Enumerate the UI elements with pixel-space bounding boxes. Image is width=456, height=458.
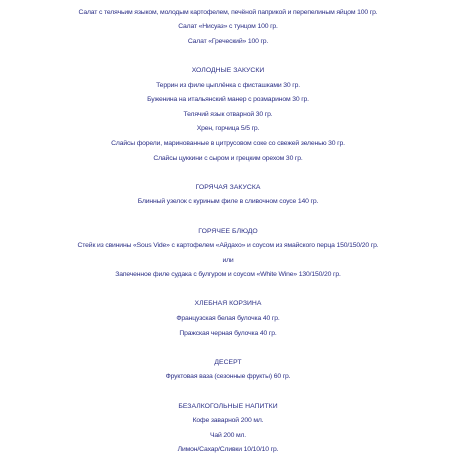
menu-item: Фруктовая ваза (сезонные фрукты) 60 гр. <box>165 373 291 381</box>
menu-item: Слайсы цуккини с сыром и грецким орехом 30 гр. <box>153 154 303 162</box>
menu-item: Салат «Греческий» 100 гр. <box>187 37 269 45</box>
section-heading-soft-drinks: БЕЗАЛКОГОЛЬНЫЕ НАПИТКИ <box>178 402 278 410</box>
section-heading-dessert: ДЕСЕРТ <box>214 358 242 366</box>
menu-item: Буженина на итальянский манер с розмарином 30 гр. <box>147 96 309 104</box>
menu-item: Хрен, горчица 5/5 гр. <box>196 125 260 133</box>
menu-item: Салат «Нисуаз» с тунцом 100 гр. <box>178 23 278 31</box>
menu-item: Террин из филе цыплёнка с фисташками 30 гр. <box>156 81 300 89</box>
section-spacer <box>0 166 456 181</box>
section-spacer <box>0 49 456 64</box>
menu-item: Лимон/Сахар/Сливки 10/10/10 гр. <box>177 446 279 454</box>
menu-item: Блинный узелок с куриным филе в сливочном соусе 140 гр. <box>137 198 319 206</box>
section-spacer <box>0 385 456 400</box>
section-heading-bread-basket: ХЛЕБНАЯ КОРЗИНА <box>194 300 262 308</box>
menu-item: Французская белая булочка 40 гр. <box>176 315 280 323</box>
section-spacer <box>0 341 456 356</box>
menu-item: Запеченное филе судака с булгуром и соусом «White Wine» 130/150/20 гр. <box>115 271 341 279</box>
menu-item: Салат с телячьим языком, молодым картофелем, печёной паприкой и перепелиным яйцом 100 гр. <box>78 8 378 16</box>
section-heading-cold-appetizers: ХОЛОДНЫЕ ЗАКУСКИ <box>191 66 265 74</box>
section-spacer <box>0 283 456 298</box>
section-heading-main-course: ГОРЯЧЕЕ БЛЮДО <box>198 227 258 235</box>
menu-item-or: или <box>222 256 234 264</box>
menu-item: Телячий язык отварной 30 гр. <box>183 110 273 118</box>
section-spacer <box>0 210 456 225</box>
menu-item: Чай 200 мл. <box>209 431 247 439</box>
menu-item: Стейк из свинины «Sous Vide» с картофелем «Айдахо» и соусом из ямайского перца 150/150/20 гр. <box>77 242 379 250</box>
section-heading-hot-appetizer: ГОРЯЧАЯ ЗАКУСКА <box>195 183 261 191</box>
menu-item: Слайсы форели, маринованные в цитрусовом соке со свежей зеленью 30 гр. <box>111 139 345 147</box>
menu-item: Пражская черная булочка 40 гр. <box>179 329 277 337</box>
menu-item: Кофе заварной 200 мл. <box>192 417 264 425</box>
